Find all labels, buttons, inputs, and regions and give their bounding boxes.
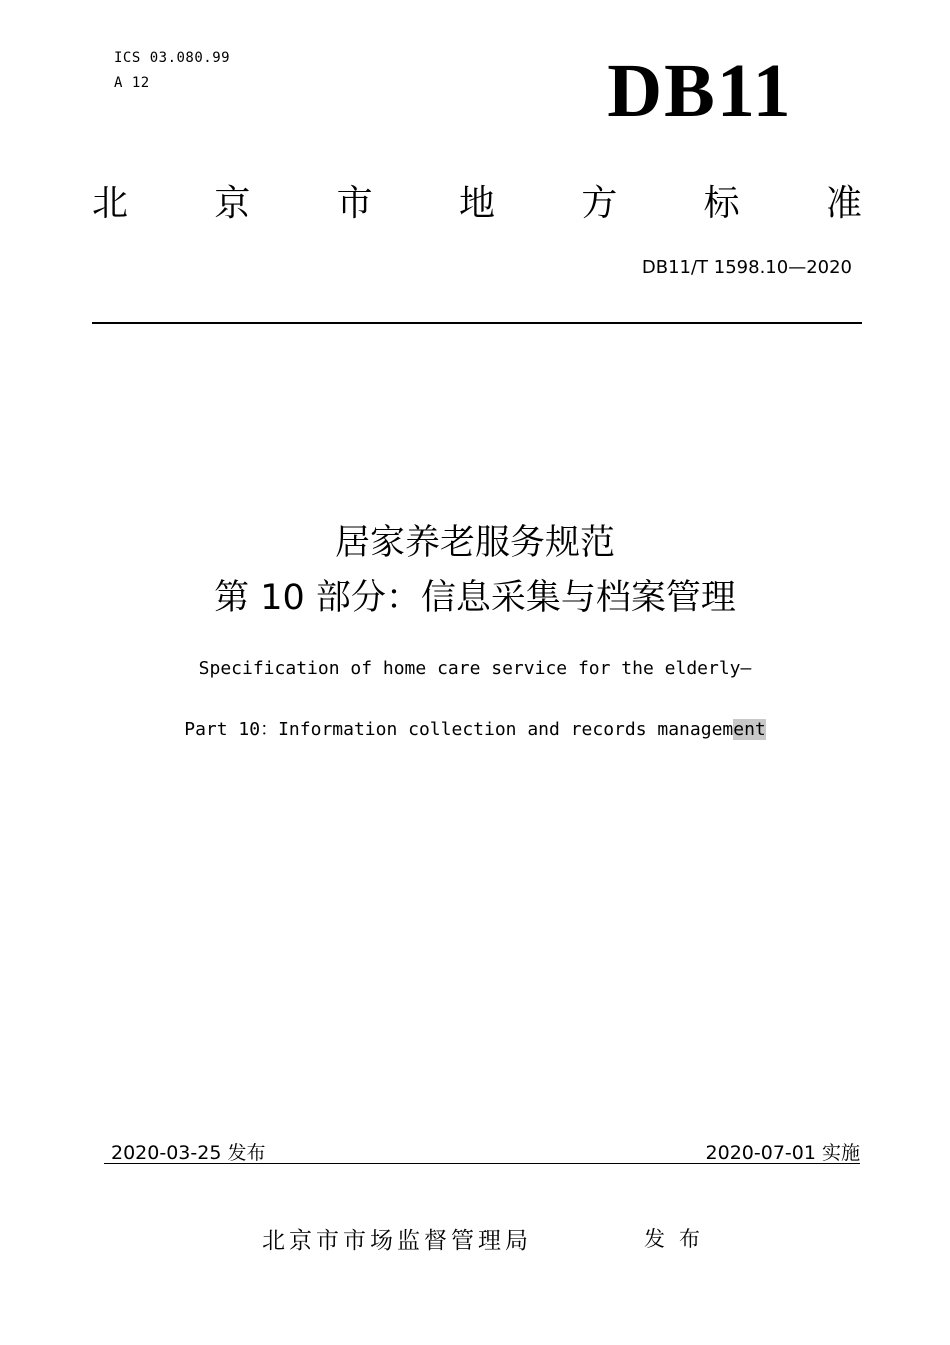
issue-date: 2020-03-25 发布	[111, 1142, 266, 1164]
standard-type-char: 准	[825, 183, 862, 224]
standard-type-char: 市	[336, 183, 373, 224]
text-selection-highlight[interactable]: ent	[733, 719, 766, 740]
standard-type-char: 标	[703, 183, 740, 224]
standard-type-heading	[92, 180, 862, 228]
ccs-code: A 12	[114, 75, 150, 91]
footer-divider	[104, 1163, 860, 1164]
ics-code: ICS 03.080.99	[114, 50, 231, 66]
db11-logo: DB11	[607, 49, 793, 133]
standard-type-char: 方	[581, 183, 618, 224]
publish-label: 发布	[644, 1227, 714, 1251]
chinese-title-line-2: 第 10 部分：信息采集与档案管理	[214, 578, 736, 618]
english-title-line-1: Specification of home care service for the elderly—	[198, 658, 752, 679]
implementation-date: 2020-07-01 实施	[705, 1142, 860, 1164]
english-title-line-2-text: Part 10：Information collection and records managem	[184, 719, 734, 740]
publisher-name: 北京市市场监督管理局	[262, 1228, 532, 1254]
standard-type-char: 京	[214, 183, 251, 224]
standard-type-char: 北	[92, 183, 129, 224]
standard-number: DB11/T 1598.10—2020	[641, 257, 852, 278]
chinese-title-line-1: 居家养老服务规范	[334, 523, 615, 563]
standard-type-char: 地	[458, 183, 495, 224]
english-title-line-2	[0, 718, 950, 742]
header-divider	[92, 322, 862, 324]
